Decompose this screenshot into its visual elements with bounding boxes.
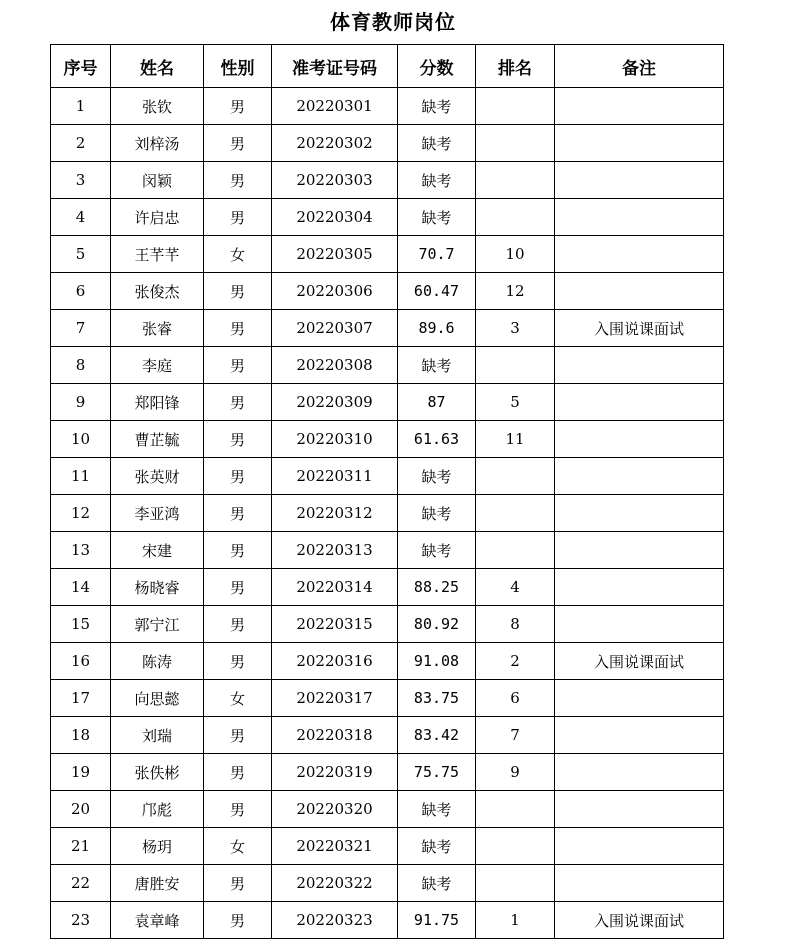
cell-no: 16 xyxy=(51,643,111,680)
table-row xyxy=(51,236,724,273)
cell-name: 许启忠 xyxy=(111,199,204,236)
cell-no: 23 xyxy=(51,902,111,939)
table-row xyxy=(51,791,724,828)
cell-no: 9 xyxy=(51,384,111,421)
cell-note xyxy=(555,791,724,828)
cell-score: 缺考 xyxy=(398,865,476,902)
cell-score: 83.75 xyxy=(398,680,476,717)
table-row xyxy=(51,273,724,310)
cell-score: 缺考 xyxy=(398,458,476,495)
table-row xyxy=(51,754,724,791)
cell-gender: 男 xyxy=(204,458,272,495)
cell-exam-id: 20220318 xyxy=(272,717,398,754)
table-row xyxy=(51,384,724,421)
table-row xyxy=(51,865,724,902)
header-score: 分数 xyxy=(398,45,476,88)
cell-note xyxy=(555,532,724,569)
cell-rank: 8 xyxy=(476,606,555,643)
cell-note xyxy=(555,569,724,606)
cell-note xyxy=(555,754,724,791)
header-row xyxy=(51,45,724,88)
cell-rank: 5 xyxy=(476,384,555,421)
cell-no: 10 xyxy=(51,421,111,458)
table-row xyxy=(51,421,724,458)
cell-note xyxy=(555,606,724,643)
cell-exam-id: 20220320 xyxy=(272,791,398,828)
cell-rank: 2 xyxy=(476,643,555,680)
table-row xyxy=(51,162,724,199)
cell-gender: 男 xyxy=(204,865,272,902)
cell-rank: 1 xyxy=(476,902,555,939)
cell-exam-id: 20220313 xyxy=(272,532,398,569)
header-note: 备注 xyxy=(555,45,724,88)
cell-gender: 男 xyxy=(204,606,272,643)
cell-name: 李庭 xyxy=(111,347,204,384)
table-row xyxy=(51,828,724,865)
cell-exam-id: 20220316 xyxy=(272,643,398,680)
cell-no: 22 xyxy=(51,865,111,902)
cell-note xyxy=(555,865,724,902)
cell-exam-id: 20220319 xyxy=(272,754,398,791)
cell-name: 张睿 xyxy=(111,310,204,347)
table-row xyxy=(51,680,724,717)
cell-name: 刘梓汤 xyxy=(111,125,204,162)
cell-rank: 3 xyxy=(476,310,555,347)
cell-exam-id: 20220310 xyxy=(272,421,398,458)
cell-no: 15 xyxy=(51,606,111,643)
cell-exam-id: 20220302 xyxy=(272,125,398,162)
cell-rank: 9 xyxy=(476,754,555,791)
cell-rank xyxy=(476,828,555,865)
cell-score: 缺考 xyxy=(398,199,476,236)
cell-gender: 女 xyxy=(204,680,272,717)
cell-no: 18 xyxy=(51,717,111,754)
table-body xyxy=(51,88,724,939)
cell-name: 郭宁江 xyxy=(111,606,204,643)
cell-no: 17 xyxy=(51,680,111,717)
cell-name: 邝彪 xyxy=(111,791,204,828)
cell-no: 13 xyxy=(51,532,111,569)
cell-score: 91.08 xyxy=(398,643,476,680)
cell-score: 80.92 xyxy=(398,606,476,643)
cell-no: 5 xyxy=(51,236,111,273)
cell-gender: 男 xyxy=(204,902,272,939)
cell-note xyxy=(555,347,724,384)
cell-note xyxy=(555,828,724,865)
cell-rank: 4 xyxy=(476,569,555,606)
cell-score: 缺考 xyxy=(398,347,476,384)
cell-no: 12 xyxy=(51,495,111,532)
cell-rank xyxy=(476,865,555,902)
cell-no: 3 xyxy=(51,162,111,199)
cell-exam-id: 20220312 xyxy=(272,495,398,532)
cell-score: 缺考 xyxy=(398,791,476,828)
cell-exam-id: 20220311 xyxy=(272,458,398,495)
cell-no: 6 xyxy=(51,273,111,310)
cell-rank xyxy=(476,347,555,384)
score-table xyxy=(50,44,724,939)
cell-note: 入围说课面试 xyxy=(555,310,724,347)
cell-no: 11 xyxy=(51,458,111,495)
cell-exam-id: 20220307 xyxy=(272,310,398,347)
cell-score: 缺考 xyxy=(398,532,476,569)
table-row xyxy=(51,606,724,643)
header-rank: 排名 xyxy=(476,45,555,88)
cell-no: 14 xyxy=(51,569,111,606)
cell-exam-id: 20220303 xyxy=(272,162,398,199)
cell-name: 李亚鸿 xyxy=(111,495,204,532)
cell-gender: 男 xyxy=(204,421,272,458)
cell-no: 8 xyxy=(51,347,111,384)
cell-gender: 男 xyxy=(204,791,272,828)
cell-gender: 男 xyxy=(204,643,272,680)
cell-note xyxy=(555,495,724,532)
cell-name: 刘瑞 xyxy=(111,717,204,754)
cell-gender: 男 xyxy=(204,125,272,162)
cell-score: 缺考 xyxy=(398,495,476,532)
cell-name: 张钦 xyxy=(111,88,204,125)
table-row xyxy=(51,717,724,754)
cell-gender: 女 xyxy=(204,236,272,273)
cell-gender: 男 xyxy=(204,310,272,347)
cell-exam-id: 20220305 xyxy=(272,236,398,273)
cell-note xyxy=(555,421,724,458)
cell-gender: 男 xyxy=(204,273,272,310)
cell-name: 闵颖 xyxy=(111,162,204,199)
cell-gender: 男 xyxy=(204,162,272,199)
cell-exam-id: 20220309 xyxy=(272,384,398,421)
cell-exam-id: 20220323 xyxy=(272,902,398,939)
cell-note: 入围说课面试 xyxy=(555,643,724,680)
cell-score: 70.7 xyxy=(398,236,476,273)
cell-name: 曹芷毓 xyxy=(111,421,204,458)
table-row xyxy=(51,88,724,125)
cell-note: 入围说课面试 xyxy=(555,902,724,939)
cell-no: 1 xyxy=(51,88,111,125)
cell-note xyxy=(555,680,724,717)
cell-gender: 男 xyxy=(204,569,272,606)
cell-rank: 11 xyxy=(476,421,555,458)
cell-note xyxy=(555,717,724,754)
cell-rank xyxy=(476,458,555,495)
cell-name: 杨晓睿 xyxy=(111,569,204,606)
table-row xyxy=(51,347,724,384)
cell-score: 91.75 xyxy=(398,902,476,939)
cell-no: 2 xyxy=(51,125,111,162)
table-row xyxy=(51,902,724,939)
table-row xyxy=(51,569,724,606)
cell-name: 杨玥 xyxy=(111,828,204,865)
cell-rank: 6 xyxy=(476,680,555,717)
cell-rank xyxy=(476,532,555,569)
table-row xyxy=(51,199,724,236)
cell-score: 60.47 xyxy=(398,273,476,310)
cell-exam-id: 20220321 xyxy=(272,828,398,865)
cell-rank xyxy=(476,495,555,532)
cell-name: 张俊杰 xyxy=(111,273,204,310)
cell-rank xyxy=(476,88,555,125)
cell-score: 89.6 xyxy=(398,310,476,347)
table-row xyxy=(51,310,724,347)
cell-rank: 12 xyxy=(476,273,555,310)
cell-gender: 男 xyxy=(204,717,272,754)
cell-no: 7 xyxy=(51,310,111,347)
table-row xyxy=(51,458,724,495)
cell-note xyxy=(555,199,724,236)
cell-rank xyxy=(476,162,555,199)
cell-name: 袁章峰 xyxy=(111,902,204,939)
header-no: 序号 xyxy=(51,45,111,88)
cell-note xyxy=(555,384,724,421)
cell-exam-id: 20220304 xyxy=(272,199,398,236)
cell-score: 缺考 xyxy=(398,125,476,162)
header-exam-id: 准考证号码 xyxy=(272,45,398,88)
cell-name: 郑阳锋 xyxy=(111,384,204,421)
cell-name: 向思懿 xyxy=(111,680,204,717)
cell-gender: 男 xyxy=(204,347,272,384)
table-row xyxy=(51,495,724,532)
cell-score: 87 xyxy=(398,384,476,421)
page-title: 体育教师岗位 xyxy=(330,10,456,34)
cell-name: 陈涛 xyxy=(111,643,204,680)
cell-exam-id: 20220322 xyxy=(272,865,398,902)
cell-name: 张英财 xyxy=(111,458,204,495)
cell-gender: 男 xyxy=(204,88,272,125)
cell-note xyxy=(555,273,724,310)
table-row xyxy=(51,643,724,680)
cell-name: 王芊芊 xyxy=(111,236,204,273)
cell-no: 20 xyxy=(51,791,111,828)
cell-no: 4 xyxy=(51,199,111,236)
cell-score: 83.42 xyxy=(398,717,476,754)
cell-exam-id: 20220306 xyxy=(272,273,398,310)
cell-gender: 女 xyxy=(204,828,272,865)
cell-rank: 7 xyxy=(476,717,555,754)
table-row xyxy=(51,532,724,569)
cell-note xyxy=(555,162,724,199)
cell-note xyxy=(555,236,724,273)
cell-no: 19 xyxy=(51,754,111,791)
cell-gender: 男 xyxy=(204,754,272,791)
cell-name: 宋建 xyxy=(111,532,204,569)
cell-note xyxy=(555,125,724,162)
cell-gender: 男 xyxy=(204,384,272,421)
cell-gender: 男 xyxy=(204,532,272,569)
cell-score: 61.63 xyxy=(398,421,476,458)
cell-exam-id: 20220317 xyxy=(272,680,398,717)
cell-rank xyxy=(476,791,555,828)
table-row xyxy=(51,125,724,162)
cell-no: 21 xyxy=(51,828,111,865)
cell-score: 75.75 xyxy=(398,754,476,791)
cell-score: 缺考 xyxy=(398,162,476,199)
cell-exam-id: 20220315 xyxy=(272,606,398,643)
cell-exam-id: 20220314 xyxy=(272,569,398,606)
cell-score: 缺考 xyxy=(398,828,476,865)
cell-exam-id: 20220308 xyxy=(272,347,398,384)
cell-gender: 男 xyxy=(204,199,272,236)
cell-rank xyxy=(476,125,555,162)
cell-name: 唐胜安 xyxy=(111,865,204,902)
cell-note xyxy=(555,458,724,495)
cell-score: 缺考 xyxy=(398,88,476,125)
cell-exam-id: 20220301 xyxy=(272,88,398,125)
cell-gender: 男 xyxy=(204,495,272,532)
cell-rank: 10 xyxy=(476,236,555,273)
header-name: 姓名 xyxy=(111,45,204,88)
cell-name: 张佚彬 xyxy=(111,754,204,791)
cell-note xyxy=(555,88,724,125)
cell-score: 88.25 xyxy=(398,569,476,606)
cell-rank xyxy=(476,199,555,236)
header-gender: 性别 xyxy=(204,45,272,88)
